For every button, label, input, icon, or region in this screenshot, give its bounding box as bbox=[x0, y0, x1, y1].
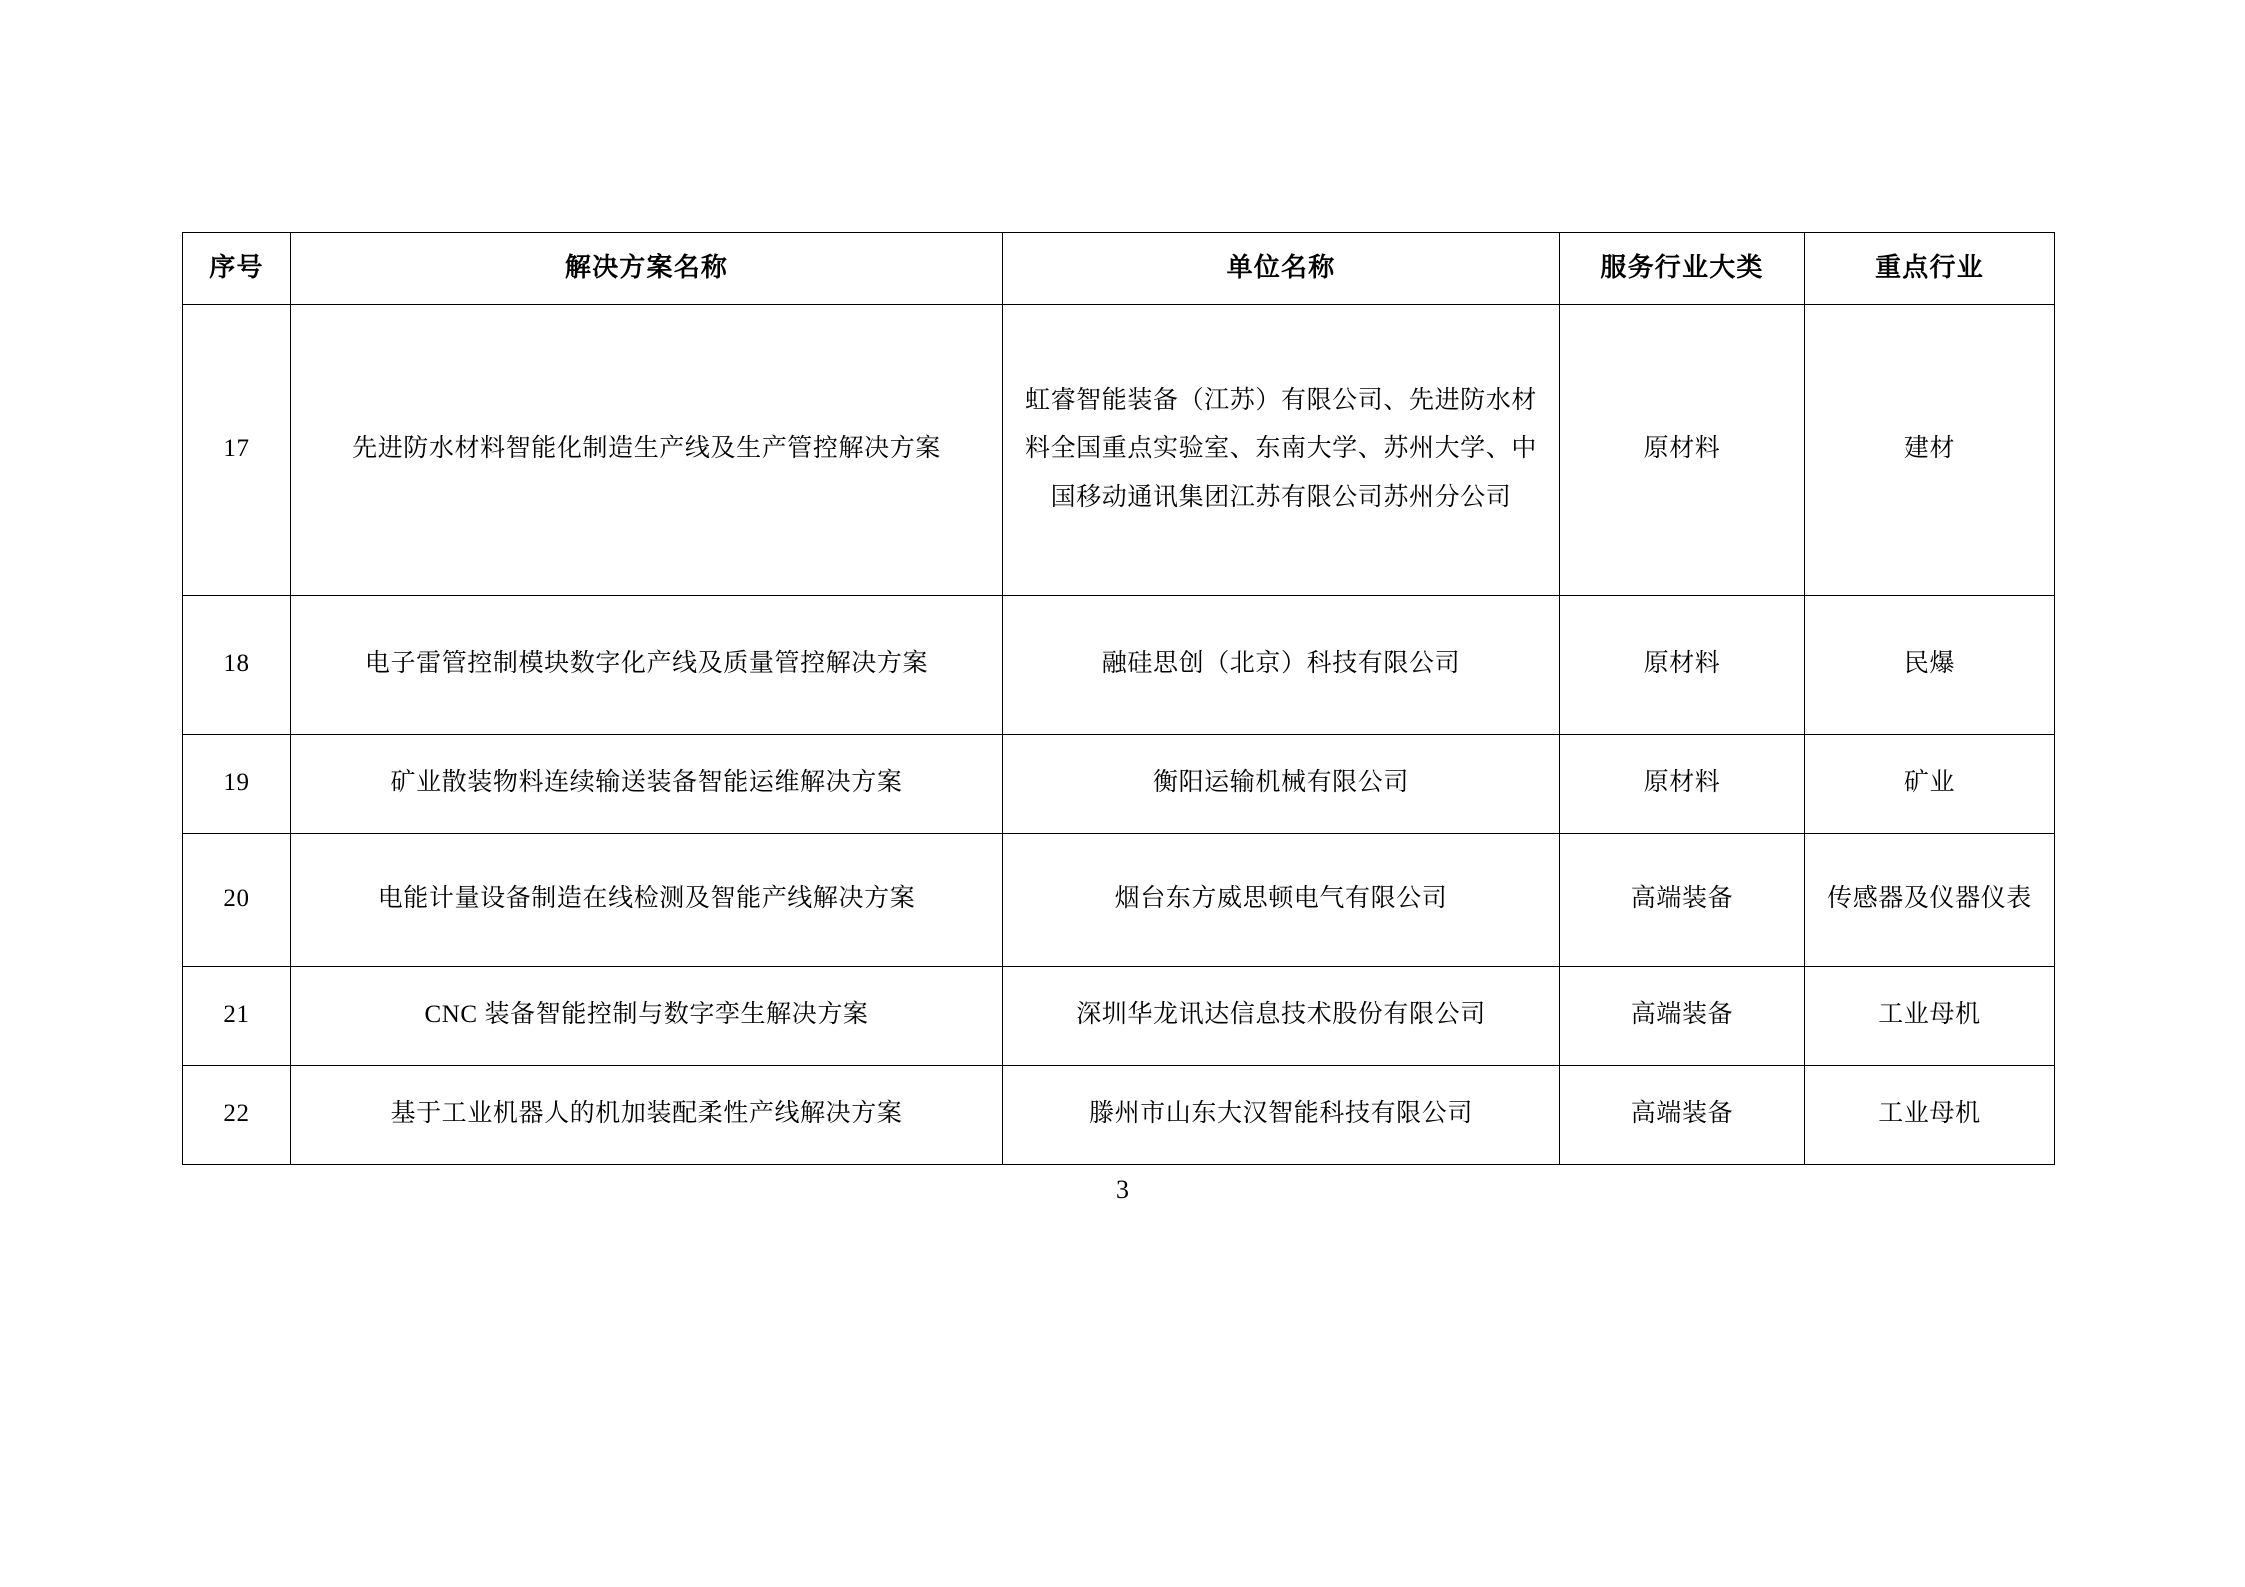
table-row bbox=[183, 966, 2055, 1065]
cell-index: 19 bbox=[183, 734, 291, 833]
cell-unit-name: 衡阳运输机械有限公司 bbox=[1003, 734, 1560, 833]
table-row bbox=[183, 833, 2055, 966]
cell-solution-name: CNC 装备智能控制与数字孪生解决方案 bbox=[291, 966, 1003, 1065]
solutions-table bbox=[182, 232, 2055, 1165]
table-row bbox=[183, 304, 2055, 595]
cell-solution-name: 电能计量设备制造在线检测及智能产线解决方案 bbox=[291, 833, 1003, 966]
cell-index: 21 bbox=[183, 966, 291, 1065]
page-number: 3 bbox=[1116, 1175, 1129, 1204]
cell-index: 17 bbox=[183, 304, 291, 595]
table-row bbox=[183, 1065, 2055, 1164]
cell-key-industry: 传感器及仪器仪表 bbox=[1805, 833, 2055, 966]
cell-key-industry: 工业母机 bbox=[1805, 966, 2055, 1065]
cell-index: 22 bbox=[183, 1065, 291, 1164]
cell-industry-category: 原材料 bbox=[1560, 595, 1805, 734]
cell-unit-name: 融硅思创（北京）科技有限公司 bbox=[1003, 595, 1560, 734]
cell-solution-name: 基于工业机器人的机加装配柔性产线解决方案 bbox=[291, 1065, 1003, 1164]
cell-key-industry: 民爆 bbox=[1805, 595, 2055, 734]
column-header-unit-name: 单位名称 bbox=[1003, 233, 1560, 305]
cell-unit-name: 深圳华龙讯达信息技术股份有限公司 bbox=[1003, 966, 1560, 1065]
cell-unit-name: 虹睿智能装备（江苏）有限公司、先进防水材料全国重点实验室、东南大学、苏州大学、中国移动通讯集团江苏有限公司苏州分公司 bbox=[1003, 304, 1560, 595]
cell-solution-name: 先进防水材料智能化制造生产线及生产管控解决方案 bbox=[291, 304, 1003, 595]
column-header-index: 序号 bbox=[183, 233, 291, 305]
cell-key-industry: 建材 bbox=[1805, 304, 2055, 595]
cell-industry-category: 高端装备 bbox=[1560, 833, 1805, 966]
solutions-table-container bbox=[182, 232, 2054, 1165]
cell-index: 18 bbox=[183, 595, 291, 734]
cell-key-industry: 矿业 bbox=[1805, 734, 2055, 833]
cell-unit-name: 滕州市山东大汉智能科技有限公司 bbox=[1003, 1065, 1560, 1164]
column-header-industry-category: 服务行业大类 bbox=[1560, 233, 1805, 305]
cell-solution-name: 电子雷管控制模块数字化产线及质量管控解决方案 bbox=[291, 595, 1003, 734]
cell-index: 20 bbox=[183, 833, 291, 966]
table-row bbox=[183, 595, 2055, 734]
column-header-solution-name: 解决方案名称 bbox=[291, 233, 1003, 305]
cell-industry-category: 高端装备 bbox=[1560, 1065, 1805, 1164]
cell-industry-category: 原材料 bbox=[1560, 304, 1805, 595]
cell-industry-category: 原材料 bbox=[1560, 734, 1805, 833]
cell-solution-name: 矿业散装物料连续输送装备智能运维解决方案 bbox=[291, 734, 1003, 833]
table-row bbox=[183, 734, 2055, 833]
cell-unit-name: 烟台东方威思顿电气有限公司 bbox=[1003, 833, 1560, 966]
table-header-row bbox=[183, 233, 2055, 305]
column-header-key-industry: 重点行业 bbox=[1805, 233, 2055, 305]
cell-industry-category: 高端装备 bbox=[1560, 966, 1805, 1065]
cell-key-industry: 工业母机 bbox=[1805, 1065, 2055, 1164]
